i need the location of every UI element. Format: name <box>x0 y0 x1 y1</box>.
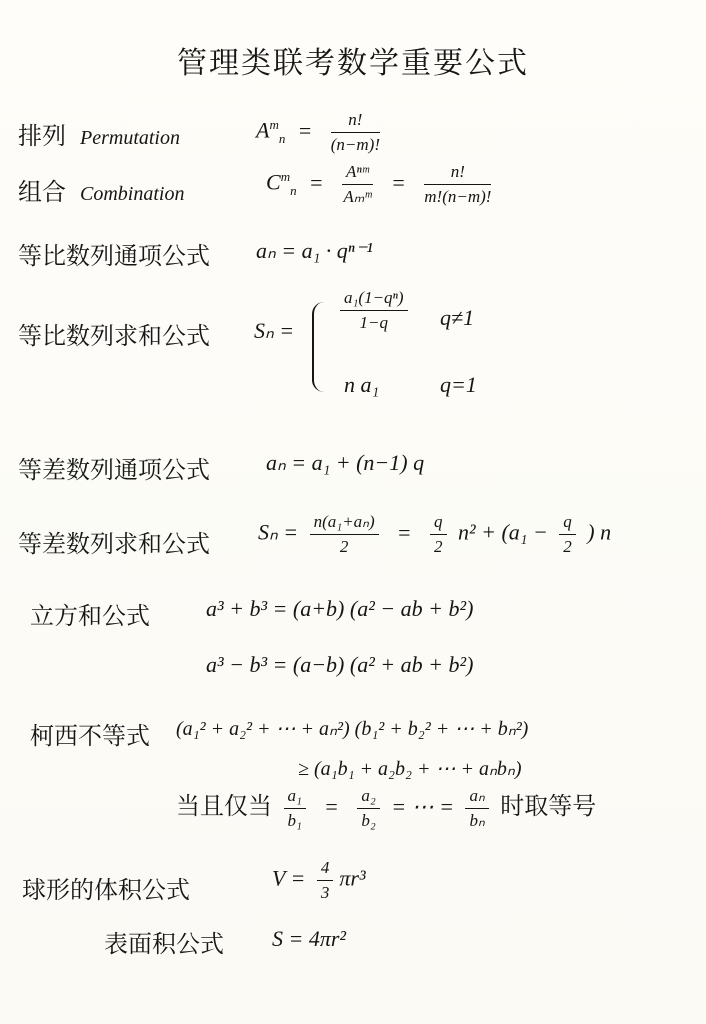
arithmetic-sum-q-numerator: q <box>430 512 447 535</box>
cauchy-f2-numerator: a₂ <box>357 786 379 809</box>
sphere-volume-rhs: πr³ <box>339 865 366 891</box>
cauchy-f2-denominator: b₂ <box>361 811 376 831</box>
arithmetic-sum-tail: ) n <box>587 519 612 545</box>
permutation-fraction <box>331 110 380 155</box>
permutation-numerator: n! <box>331 110 380 133</box>
geometric-sum-numerator: a₁(1−qⁿ) <box>340 288 408 311</box>
combination-label <box>18 172 184 207</box>
sphere-volume-denominator: 3 <box>320 883 330 902</box>
combination-fraction-b <box>424 162 491 207</box>
permutation-symbol: A <box>256 117 270 143</box>
cube-sum-label: 立方和公式 <box>30 602 150 630</box>
combination-equals-2: = <box>392 169 405 195</box>
sphere-volume-fraction <box>317 858 334 903</box>
permutation-en-label: Permutation <box>80 127 180 149</box>
cauchy-line1: (a₁² + a₂² + ⋯ + aₙ²) (b₁² + b₂² + ⋯ + bₙ²) <box>176 718 529 740</box>
cauchy-dots: = ⋯ = <box>391 794 454 819</box>
cauchy-f1-numerator: a₁ <box>284 786 306 809</box>
combination-b-denominator: m!(n−m)! <box>424 187 492 206</box>
cauchy-condition-prefix: 当且仅当 <box>176 792 272 820</box>
geometric-sum-label: 等比数列求和公式 <box>18 322 210 350</box>
cauchy-condition-suffix: 时取等号 <box>500 792 597 820</box>
sphere-volume-lhs: V = <box>272 865 306 891</box>
geometric-sum-case2-condition: q=1 <box>440 372 477 397</box>
geometric-sum-denominator: 1−q <box>359 313 389 332</box>
geometric-sum-lhs: Sₙ = <box>254 318 295 343</box>
arithmetic-sum-middle: n² + (a₁ − <box>458 519 548 545</box>
geometric-term-label: 等比数列通项公式 <box>18 242 210 270</box>
permutation-formula <box>256 110 386 155</box>
geometric-term-formula: aₙ = a₁ · qⁿ⁻¹ <box>256 238 373 263</box>
combination-equals: = <box>310 169 323 195</box>
sphere-area-label: 表面积公式 <box>104 930 224 958</box>
arithmetic-sum-lhs: Sₙ = <box>258 519 299 545</box>
cube-difference-formula: a³ − b³ = (a−b) (a² + ab + b²) <box>206 652 474 677</box>
cauchy-fraction-1 <box>284 786 306 831</box>
arithmetic-sum-q-fraction-2 <box>559 512 576 557</box>
arithmetic-sum-denominator: 2 <box>339 537 349 556</box>
cauchy-fraction-2 <box>357 786 379 831</box>
arithmetic-sum-fraction <box>310 512 379 557</box>
arithmetic-sum-q-fraction <box>430 512 447 557</box>
arithmetic-sum-q-denominator: 2 <box>434 537 443 556</box>
cauchy-equals-1: = <box>325 794 338 819</box>
arithmetic-sum-equals: = <box>398 519 411 545</box>
arithmetic-sum-q2-numerator: q <box>559 512 576 535</box>
cauchy-fn-numerator: aₙ <box>465 786 488 809</box>
permutation-sup: m <box>269 117 279 133</box>
combination-a-denominator: Aₘᵐ <box>343 187 372 206</box>
cauchy-f1-denominator: b₁ <box>287 811 302 831</box>
geometric-sum-case2: n a₁ <box>344 372 380 397</box>
combination-symbol: C <box>266 169 281 195</box>
arithmetic-sum-formula <box>258 512 611 557</box>
cauchy-equality-condition <box>176 786 596 831</box>
combination-fraction-a <box>342 162 373 207</box>
combination-b-numerator: n! <box>424 162 491 185</box>
geometric-sum-case1 <box>334 288 414 333</box>
cauchy-fraction-n <box>465 786 488 831</box>
permutation-sub: n <box>278 130 286 146</box>
combination-cn-label: 组合 <box>18 178 66 206</box>
cauchy-fn-denominator: bₙ <box>469 811 485 831</box>
sphere-volume-label: 球形的体积公式 <box>22 876 190 904</box>
arithmetic-sum-q2-denominator: 2 <box>563 537 572 556</box>
geometric-sum-fraction <box>340 288 408 333</box>
geometric-sum-brace <box>312 302 324 392</box>
permutation-label <box>18 116 180 151</box>
combination-a-numerator: Aⁿᵐ <box>342 162 373 185</box>
combination-formula <box>266 162 497 207</box>
sphere-volume-formula <box>272 858 366 903</box>
cube-sum-formula: a³ + b³ = (a+b) (a² − ab + b²) <box>206 596 474 621</box>
arithmetic-sum-numerator: n(a₁+aₙ) <box>310 512 379 535</box>
combination-sup: m <box>280 169 291 185</box>
arithmetic-sum-label: 等差数列求和公式 <box>18 530 210 558</box>
cauchy-label: 柯西不等式 <box>30 722 150 750</box>
permutation-cn-label: 排列 <box>18 122 66 150</box>
cauchy-line2: ≥ (a₁b₁ + a₂b₂ + ⋯ + aₙbₙ) <box>298 758 522 780</box>
arithmetic-term-formula: aₙ = a₁ + (n−1) q <box>266 450 425 475</box>
sphere-volume-numerator: 4 <box>317 858 334 881</box>
permutation-denominator: (n−m)! <box>330 135 380 154</box>
geometric-sum-case1-condition: q≠1 <box>440 305 475 330</box>
arithmetic-term-label: 等差数列通项公式 <box>18 456 210 484</box>
combination-en-label: Combination <box>80 183 185 205</box>
sphere-area-formula: S = 4πr² <box>272 926 347 951</box>
page-title: 管理类联考数学重要公式 <box>177 46 529 81</box>
permutation-equals: = <box>298 117 312 143</box>
combination-sub: n <box>290 182 297 198</box>
